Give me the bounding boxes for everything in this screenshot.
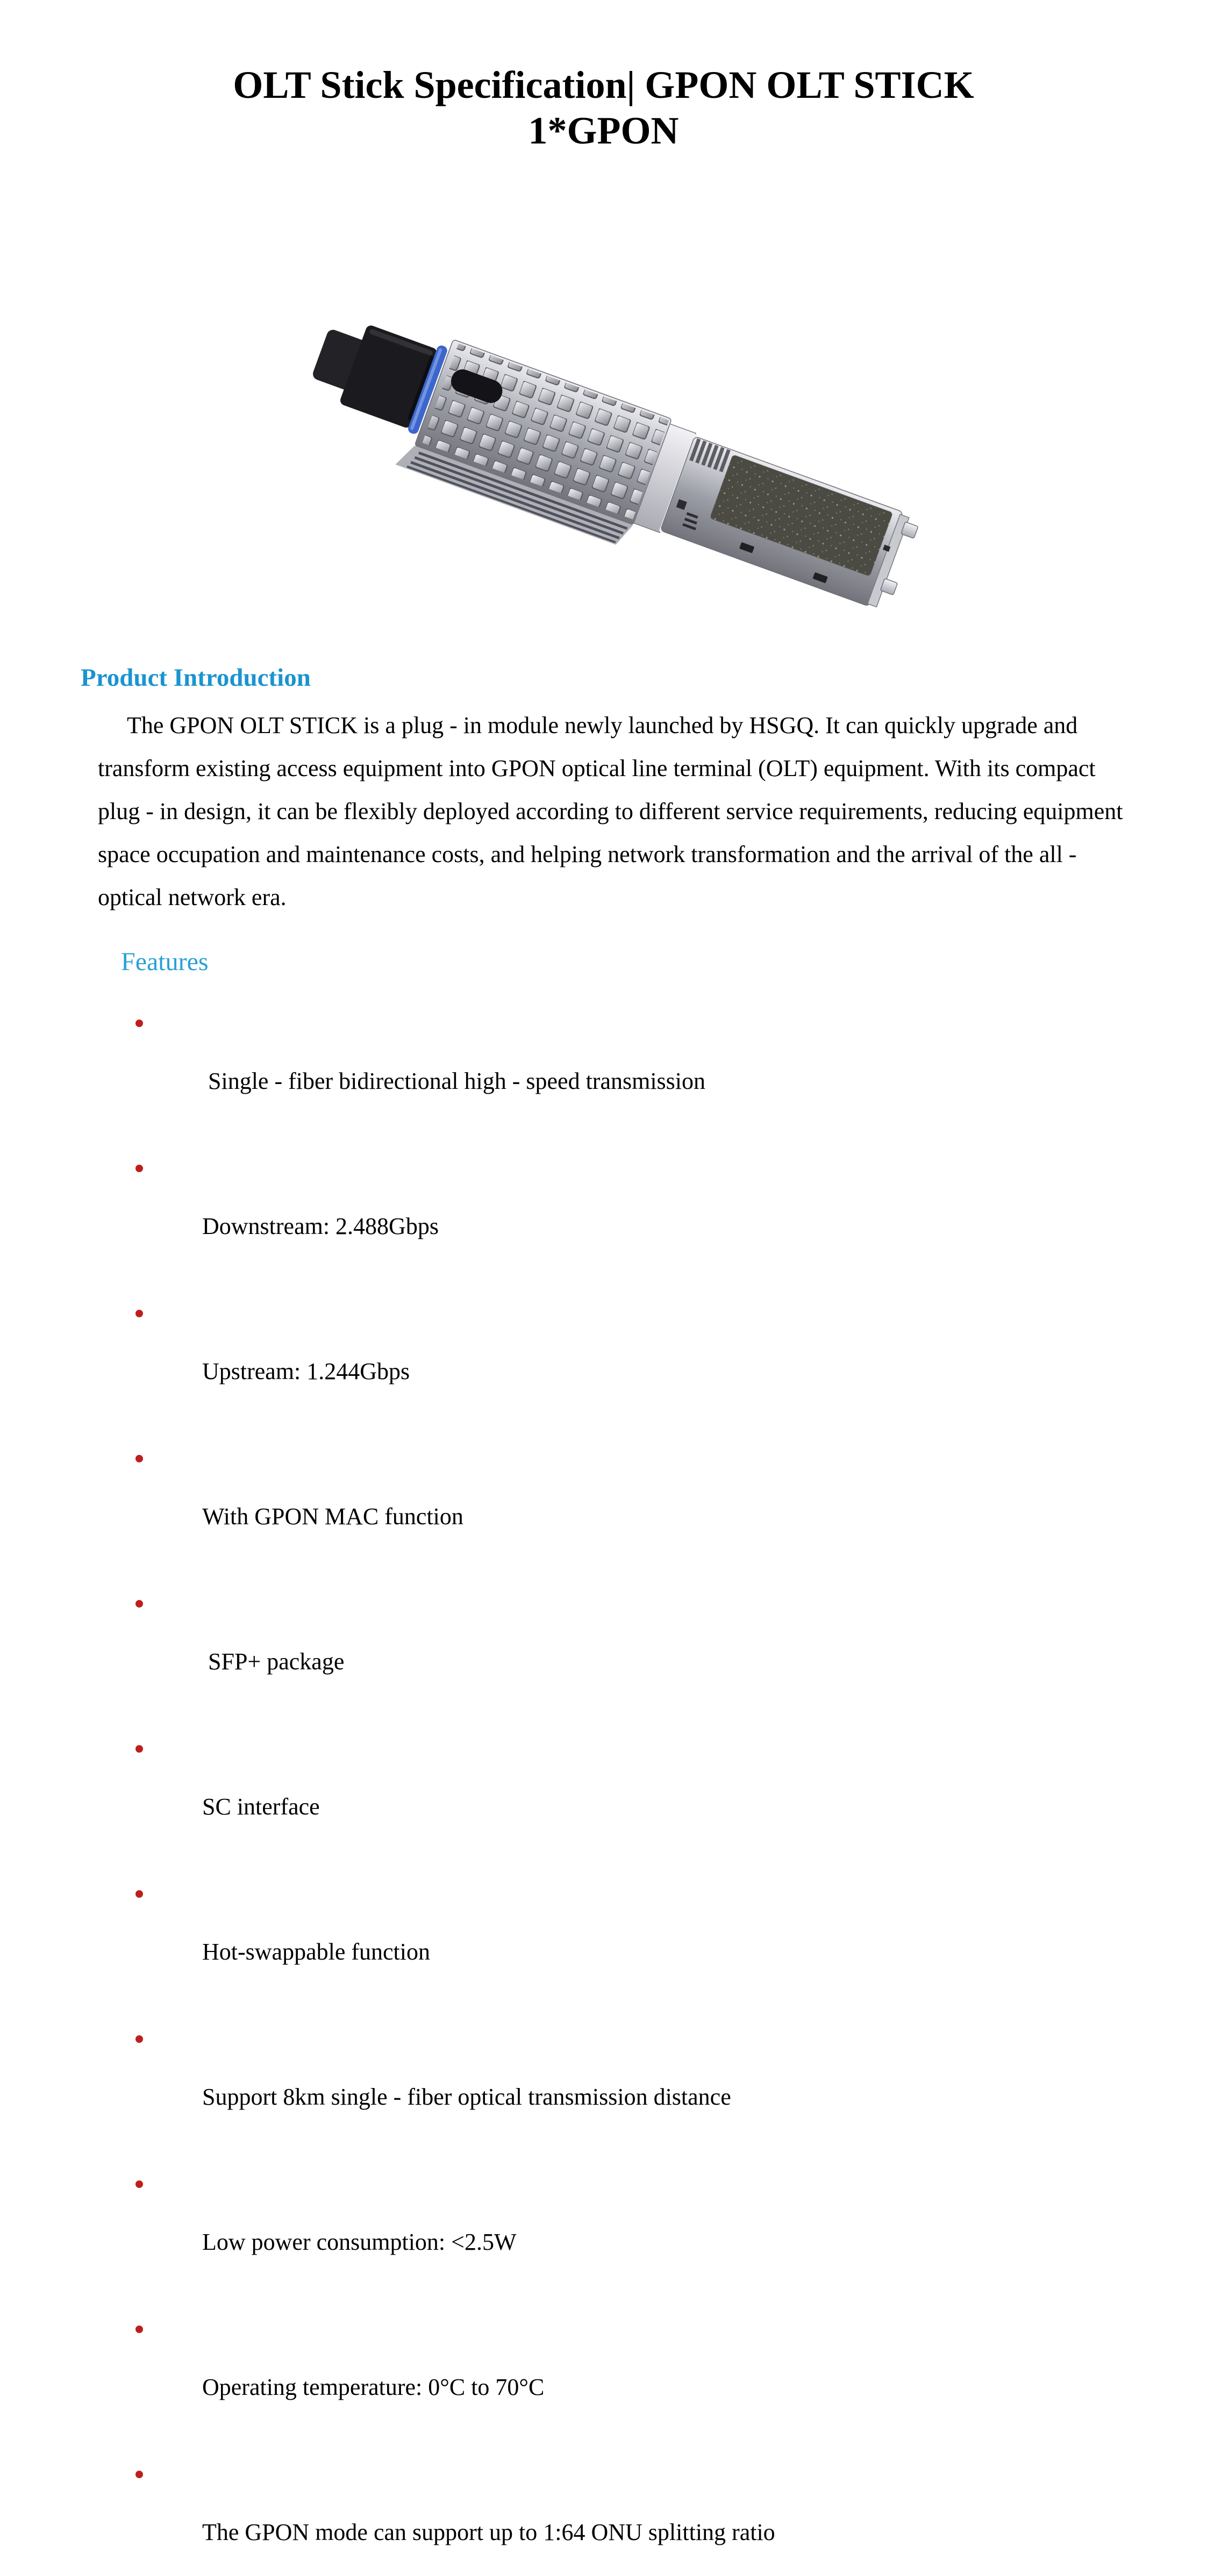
bullet-icon (135, 1600, 143, 1608)
feature-text: Hot-swappable function (202, 1939, 430, 1965)
bullet-icon (135, 2471, 143, 2478)
bullet-icon (135, 1165, 143, 1172)
feature-item (135, 2025, 1126, 2141)
features-list (135, 1009, 1126, 2576)
bullet-icon (135, 1745, 143, 1753)
feature-text: Downstream: 2.488Gbps (202, 1213, 439, 1240)
feature-item (135, 1009, 1126, 1125)
feature-text: Support 8km single - fiber optical transmission distance (202, 2084, 731, 2111)
bullet-icon (135, 2326, 143, 2333)
feature-text: Single - fiber bidirectional high - speed transmission (202, 1068, 706, 1095)
feature-item (135, 1589, 1126, 1705)
feature-text: Operating temperature: 0°C to 70°C (202, 2374, 545, 2401)
feature-item (135, 2315, 1126, 2431)
feature-text: Upstream: 1.244Gbps (202, 1358, 410, 1385)
bullet-icon (135, 1890, 143, 1898)
feature-item (135, 2170, 1126, 2286)
feature-text: Low power consumption: <2.5W (202, 2229, 517, 2256)
feature-item (135, 1734, 1126, 1850)
product-photo (297, 286, 910, 645)
bullet-icon (135, 2035, 143, 2043)
module-body (660, 436, 921, 613)
feature-item (135, 2460, 1126, 2576)
page-title (0, 0, 1207, 154)
feature-text: The GPON mode can support up to 1:64 ONU splitting ratio (202, 2519, 775, 2546)
feature-item (135, 1154, 1126, 1270)
page-title-line2: 1*GPON (528, 109, 679, 152)
features-heading: Features (121, 948, 209, 977)
feature-text: With GPON MAC function (202, 1503, 463, 1530)
feature-item (135, 1444, 1126, 1560)
bullet-icon (135, 1020, 143, 1027)
bullet-icon (135, 1455, 143, 1462)
feature-item (135, 1299, 1126, 1415)
feature-text: SFP+ package (202, 1648, 345, 1675)
feature-text: SC interface (202, 1793, 320, 1820)
product-introduction-paragraph: The GPON OLT STICK is a plug - in module newly launched by HSGQ. It can quickly upgrade and transform existing access equipment into GPON optical line terminal (OLT) equipment. With its compact plug - in design, it can be flexibly deployed according to different service requirements, reducing equipment space occupation and maintenance costs, and helping network transformation and the arrival of the all - optical network era. (98, 712, 1123, 911)
product-photo-container (297, 286, 910, 645)
feature-item (135, 1879, 1126, 1996)
page-title-line1: OLT Stick Specification| GPON OLT STICK (233, 63, 974, 106)
product-introduction-heading: Product Introduction (81, 664, 311, 692)
bullet-icon (135, 1310, 143, 1317)
bullet-icon (135, 2180, 143, 2188)
